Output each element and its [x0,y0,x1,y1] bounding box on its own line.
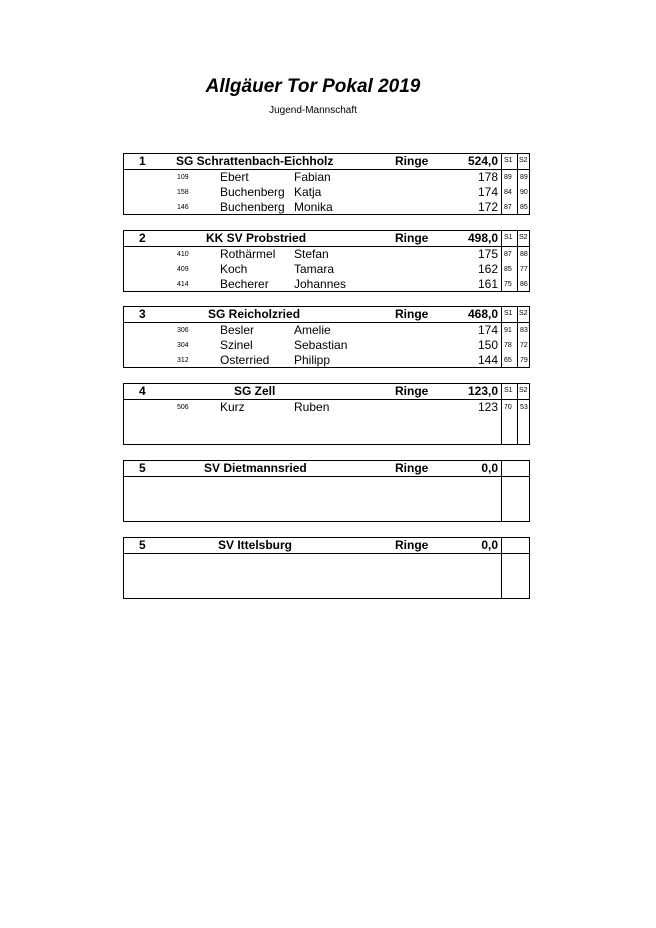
team-name: SG Zell [234,384,276,398]
shooter-first-name: Katja [294,185,322,199]
shooter-score: 174 [477,185,498,199]
team-total: 524,0 [467,154,498,168]
s1-label: S1 [504,310,513,317]
team-name: SV Dietmannsried [204,461,307,475]
team-total: 0,0 [481,538,498,552]
team-header [124,384,529,400]
shooter-score: 123 [477,400,498,414]
shooter-last-name: Ebert [220,170,249,184]
shooter-series-1: 87 [504,204,512,211]
shooter-series-1: 91 [504,327,512,334]
shooter-row [124,247,529,262]
shooter-score: 162 [477,262,498,276]
shooter-series-1: 87 [504,251,512,258]
shooter-score: 144 [477,353,498,367]
shooter-score: 174 [477,323,498,337]
shooter-first-name: Tamara [294,262,335,276]
s1-label: S1 [504,387,513,394]
shooter-score: 161 [477,277,498,291]
page-title: Allgäuer Tor Pokal 2019 [205,76,421,97]
shooter-first-name: Philipp [294,353,331,367]
team-block [123,306,530,368]
s1-label: S1 [504,157,513,164]
shooter-series-1: 89 [504,174,512,181]
ringe-label: Ringe [395,307,429,321]
shooter-last-name: Szinel [220,338,253,352]
team-name: SG Schrattenbach-Eichholz [176,154,334,168]
ringe-label: Ringe [395,384,429,398]
shooter-series-2: 85 [520,204,528,211]
shooter-number: 312 [177,357,189,364]
shooter-series-1: 78 [504,342,512,349]
shooter-first-name: Johannes [294,277,347,291]
shooter-score: 150 [477,338,498,352]
team-block [123,383,530,445]
team-total: 498,0 [467,231,498,245]
shooter-row [124,277,529,292]
shooter-series-1: 65 [504,357,512,364]
team-total: 468,0 [467,307,498,321]
shooter-series-2: 72 [520,342,528,349]
team-header [124,538,529,554]
s2-label: S2 [519,157,528,164]
shooter-score: 172 [477,200,498,214]
shooter-last-name: Osterried [220,353,270,367]
team-block [123,537,530,599]
team-name: SV Ittelsburg [218,538,293,552]
shooter-number: 410 [177,251,189,258]
team-header [124,231,529,247]
ringe-label: Ringe [395,538,429,552]
team-rank: 5 [139,461,146,475]
shooter-first-name: Stefan [294,247,329,261]
shooter-score: 178 [477,170,498,184]
shooter-series-2: 88 [520,251,528,258]
shooter-series-1: 70 [504,404,512,411]
team-name: KK SV Probstried [206,231,307,245]
shooter-number: 158 [177,189,189,196]
shooter-last-name: Becherer [220,277,269,291]
ringe-label: Ringe [395,461,429,475]
team-rank: 5 [139,538,146,552]
shooter-row [124,200,529,215]
shooter-row [124,262,529,277]
team-rank: 4 [139,384,146,398]
team-block [123,460,530,522]
shooter-first-name: Amelie [294,323,331,337]
s2-label: S2 [519,310,528,317]
shooter-number: 409 [177,266,189,273]
shooter-number: 414 [177,281,189,288]
shooter-last-name: Koch [220,262,248,276]
shooter-row [124,170,529,185]
shooter-number: 109 [177,174,189,181]
shooter-series-2: 83 [520,327,528,334]
team-rank: 1 [139,154,146,168]
team-name: SG Reicholzried [208,307,301,321]
team-total: 0,0 [481,461,498,475]
shooter-row [124,185,529,200]
shooter-series-2: 77 [520,266,528,273]
shooter-last-name: Buchenberg [220,200,285,214]
s1-label: S1 [504,234,513,241]
shooter-number: 146 [177,204,189,211]
shooter-last-name: Kurz [220,400,245,414]
team-header [124,307,529,323]
s2-label: S2 [519,234,528,241]
shooter-series-2: 79 [520,357,528,364]
shooter-first-name: Monika [294,200,333,214]
ringe-label: Ringe [395,154,429,168]
shooter-row [124,353,529,368]
team-rank: 2 [139,231,146,245]
team-header [124,154,529,170]
shooter-series-1: 84 [504,189,512,196]
shooter-first-name: Sebastian [294,338,348,352]
team-header [124,461,529,477]
shooter-series-2: 53 [520,404,528,411]
shooter-number: 304 [177,342,189,349]
team-block [123,230,530,292]
shooter-number: 506 [177,404,189,411]
team-rank: 3 [139,307,146,321]
shooter-last-name: Rothärmel [220,247,276,261]
shooter-series-2: 86 [520,281,528,288]
shooter-series-2: 89 [520,174,528,181]
shooter-series-2: 90 [520,189,528,196]
shooter-first-name: Fabian [294,170,331,184]
shooter-row [124,338,529,353]
ringe-label: Ringe [395,231,429,245]
shooter-last-name: Buchenberg [220,185,285,199]
shooter-row [124,323,529,338]
shooter-last-name: Besler [220,323,255,337]
shooter-score: 175 [477,247,498,261]
shooter-series-1: 75 [504,281,512,288]
shooter-series-1: 85 [504,266,512,273]
shooter-first-name: Ruben [294,400,330,414]
s2-label: S2 [519,387,528,394]
shooter-number: 306 [177,327,189,334]
page-subtitle: Jugend-Mannschaft [269,105,357,116]
shooter-row [124,400,529,415]
team-total: 123,0 [467,384,498,398]
team-block [123,153,530,215]
